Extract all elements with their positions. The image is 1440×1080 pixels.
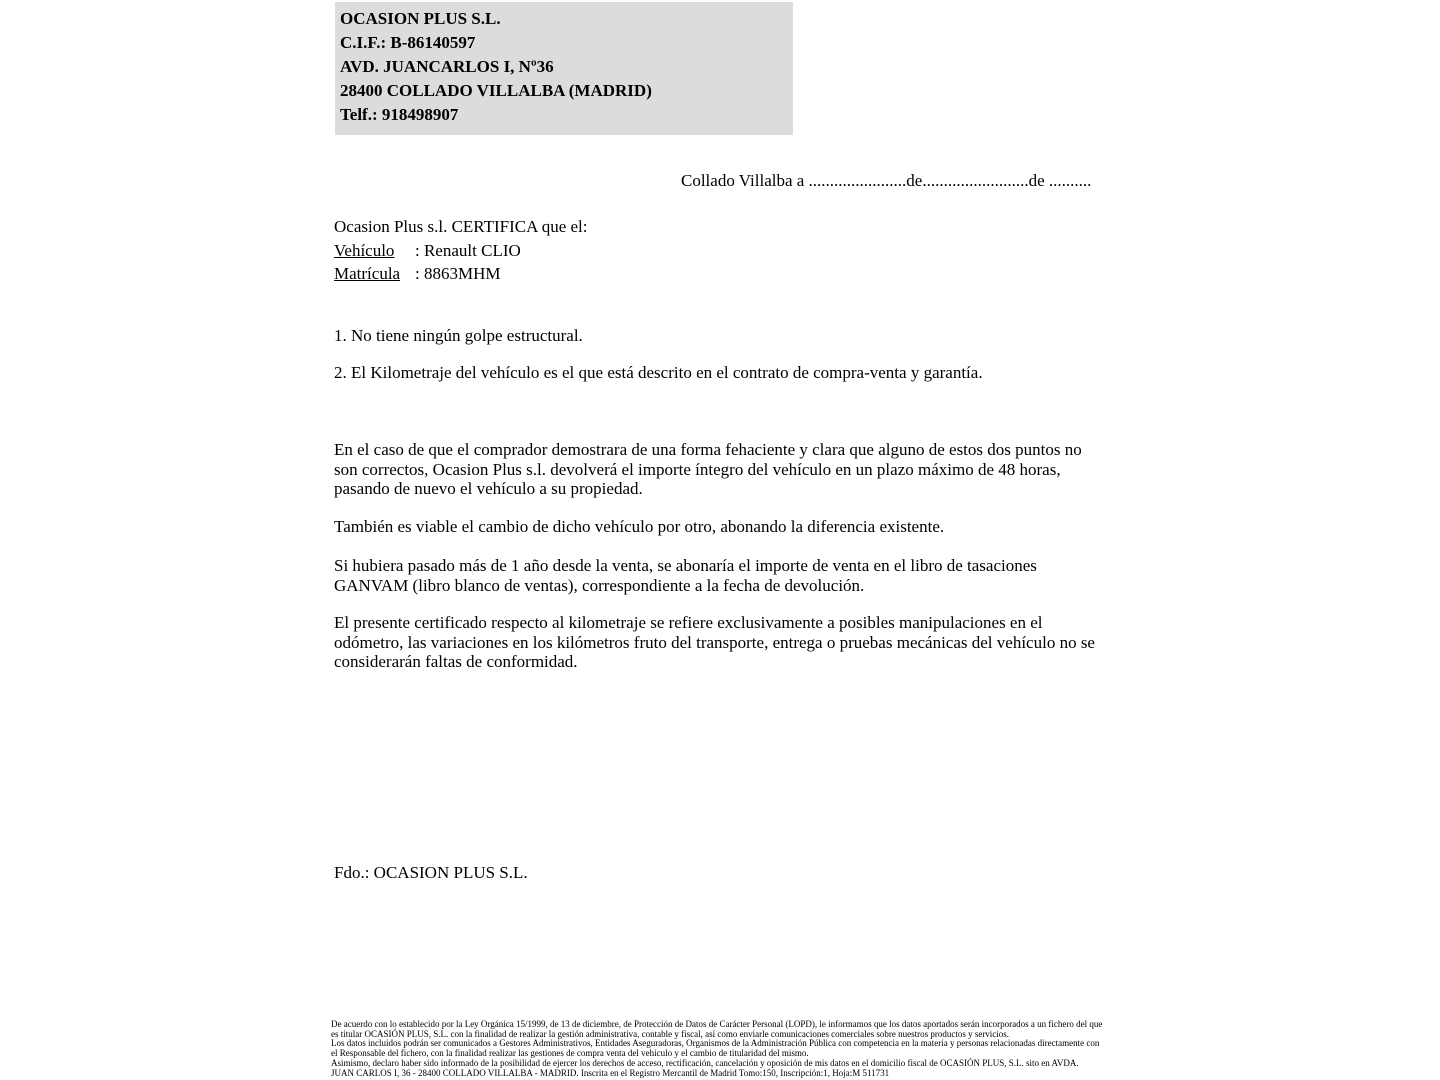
legal-paragraph-lopd: De acuerdo con lo establecido por la Ley Orgánica 15/1999, de 13 de diciembre, de Protección de Datos de Carácter Personal (LOPD), le informamos que los datos aportados serán incorporados a un fichero del que es titular OCASIÓN PLUS, S.L. con la finalidad de realizar la gestión administrativa, contable y fiscal, así como enviarle comunicaciones comerciales sobre nuestros productos y servicios.: [331, 1019, 1103, 1039]
body-paragraph-odometer: El presente certificado respecto al kilometraje se refiere exclusivamente a posibles manipulaciones en el odómetro, las variaciones en los kilómetros fruto del transporte, entrega o pruebas mecánicas del vehículo no se considerarán faltas de conformidad.: [334, 613, 1095, 671]
plate-line: [334, 264, 500, 284]
certifies-intro: Ocasion Plus s.l. CERTIFICA que el:: [334, 217, 588, 236]
company-name: OCASION PLUS S.L.: [340, 9, 501, 28]
signature-line: Fdo.: OCASION PLUS S.L.: [334, 863, 528, 882]
vehicle-line: [334, 241, 521, 261]
company-city: 28400 COLLADO VILLALBA (MADRID): [340, 81, 652, 100]
legal-footer: [331, 1020, 1103, 1078]
company-phone: Telf.: 918498907: [340, 105, 459, 124]
vehicle-value: : Renault CLIO: [415, 241, 521, 260]
plate-value: : 8863MHM: [415, 264, 501, 283]
certified-point-1: 1. No tiene ningún golpe estructural.: [334, 326, 583, 345]
legal-paragraph-rights: Asimismo, declaro haber sido informado de la posibilidad de ejercer los derechos de acceso, rectificación, cancelación y oposición de mis datos en el domicilio fiscal de OCASIÓN PLUS, S.L. sito en AVDA. JUAN CARLOS I, 36 - 28400 COLLADO VILLALBA - MADRID. Inscrita en el Registro Mercantil de Madrid Tomo:150, Inscripción:1, Hoja:M 511731: [331, 1057, 1079, 1078]
legal-paragraph-data-sharing: Los datos incluidos podrán ser comunicados a Gestores Administrativos, Entidades Aseguradoras, Organismos de la Administración Pública con competencia en la materia y personas relacionadas directamente con el Responsable del fichero, con la finalidad realizar las gestiones de compra venta del vehículo y el cambio de titularidad del mismo.: [331, 1038, 1100, 1059]
letterhead: [335, 2, 793, 135]
body-paragraph-ganvam: Si hubiera pasado más de 1 año desde la venta, se abonaría el importe de venta en el libro de tasaciones GANVAM (libro blanco de ventas), correspondiente a la fecha de devolución.: [334, 556, 1037, 595]
date-line: Collado Villalba a .......................de.........................de ..........: [681, 171, 1092, 190]
body-paragraph-refund: En el caso de que el comprador demostrara de una forma fehaciente y clara que alguno de estos dos puntos no son correctos, Ocasion Plus s.l. devolverá el importe íntegro del vehículo en un plazo máximo de 48 horas, pasando de nuevo el vehículo a su propiedad.: [334, 440, 1082, 498]
company-address: AVD. JUANCARLOS I, Nº36: [340, 57, 554, 76]
vehicle-label: Vehículo: [334, 241, 395, 260]
body-paragraph-exchange: También es viable el cambio de dicho vehículo por otro, abonando la diferencia existente.: [334, 517, 945, 536]
plate-label: Matrícula: [334, 264, 401, 283]
company-cif: C.I.F.: B-86140597: [340, 33, 476, 52]
certified-point-2: 2. El Kilometraje del vehículo es el que está descrito en el contrato de compra-venta y garantía.: [334, 363, 983, 382]
